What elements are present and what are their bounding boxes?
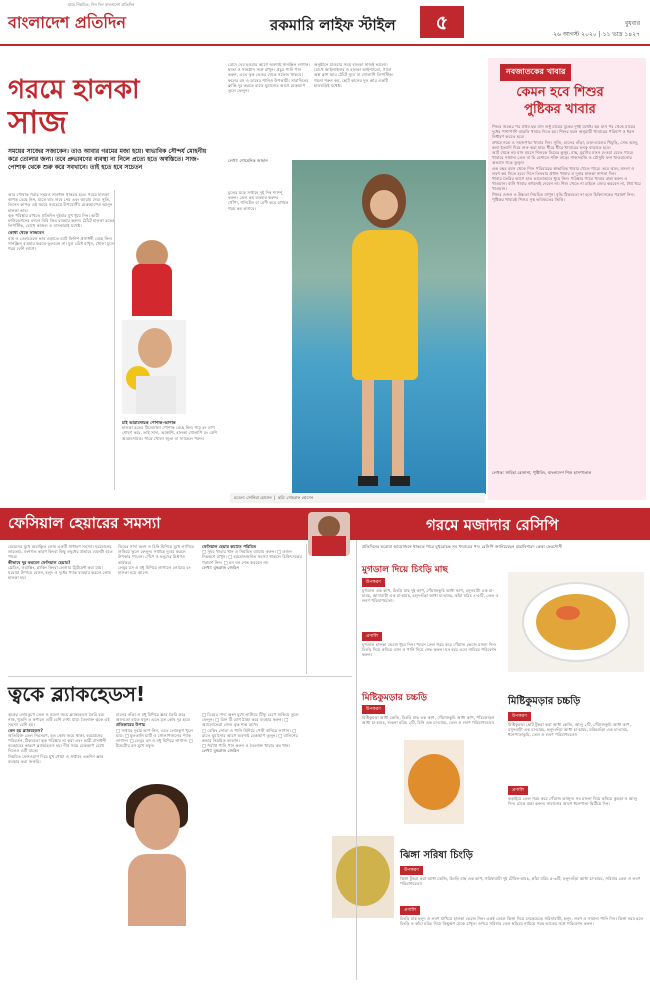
mustard-prawn-photo bbox=[332, 836, 394, 918]
lead-title-line1: গরমে হালকা bbox=[8, 75, 140, 105]
recipe2-ingredients-chip: উপকরণ bbox=[362, 705, 385, 714]
recipe1-method: মুগডাল হালকা ভেজে ধুয়ে নিন। প্যানে তেল গরম করে পেঁয়াজ ভেজে মসলা দিন। চিংড়ি দিয়ে কষিয়ে ডাল ও পানি দিয়ে সেদ্ধ করুন। ঘন হয়ে এলে নামিয়ে পরিবেশন করুন। bbox=[362, 642, 497, 658]
recipe-intro: প্রতিদিনের ঘরোয়া আয়োজনে থাকতে পারে মুখরোচক সব খাবারের পদ। রেসিপি জানিয়েছেন রান্নাবিশারদ কেকা ফেরদৌসী bbox=[362, 544, 563, 549]
model-photo-red bbox=[122, 236, 182, 316]
recipe1-method-chip: প্রণালি bbox=[362, 632, 382, 641]
baby-food-title-line1: কেমন হবে শিশুর bbox=[516, 85, 604, 100]
divider-vertical-recipes bbox=[356, 540, 357, 980]
baby-food-tag: নবজাতকের খাবার bbox=[500, 64, 571, 81]
lead-writer-text: লেখা: শোমেনিক জাহান bbox=[228, 158, 268, 163]
baby-food-body: শিশুর জন্মের পর প্রথম ছয় মাস শুধু মায়ের বুকের দুধই যথেষ্ট। ছয় মাস পর থেকে মায়ের দুধের পাশাপাশি বাড়তি খাবার দিতে হয়। শিশুর বয়স অনুযায়ী খাবারের পরিমাণ ও ধরন নির্ধারণ করতে হবে। প্রথমে নরম ও সহজপাচ্য খাবার দিন। সুজি, চালের গুঁড়া, ডাল-চালের খিচুড়ি, সেদ্ধ আলু, কলা ইত্যাদি দিয়ে শুরু করা যায়। ধীরে ধীরে খাবারের ঘনত্ব বাড়াতে হবে। আট থেকে নয় মাস বয়সে শিশুকে ডিমের কুসুম, মাছ, মুরগির মাংস দেওয়া যেতে পারে। খাবারে সামান্য তেল বা ঘি মেশালে শক্তি বাড়ে। শাকসবজি ও মৌসুমি ফল খাওয়ানোর অভ্যাস গড়ে তুলুন। এক বছর বয়স থেকে শিশু পরিবারের স্বাভাবিক খাবার খেতে পারে। তবে ঝাল, মসলা ও লবণ কম দিতে হবে। দিনে তিনবার প্রধান খাবার ও দুবার হালকা নাশতা দিন। খাবার তৈরির আগে হাত ভালোভাবে ধুয়ে নিন। পরিষ্কার পাত্রে খাবার রান্না করুন ও খাওয়ান। বাসি খাবার কখনোই দেবেন না। শিশু খেতে না চাইলে জোর করবেন না, ধৈর্য ধরে খাওয়ান। শিশুর ওজন ও উচ্চতা নিয়মিত মাপুন। বৃদ্ধি ঠিকমতো না হলে চিকিৎসকের পরামর্শ নিন। পুষ্টিকর খাবারই শিশুর সুস্থ ভবিষ্যতের ভিত্তি। bbox=[492, 124, 641, 202]
facial-writer: লেখা: বুদ্ধরাজ জেরিন bbox=[202, 564, 239, 570]
prawn-dal-photo bbox=[508, 572, 644, 672]
divider-horizontal-blackheads bbox=[8, 676, 352, 677]
recipe1-ingredients: মুগডাল এক কাপ, চিংড়ি মাছ দুই কাপ, পেঁয়াজকুচি আধা কাপ, রসুনবাটা এক চা-চামচ, আদাবাটা এক চা-চামচ, হলুদগুঁড়া আধা চা-চামচ, কাঁচা মরিচ ৪-৫টি, তেল ও লবণ পরিমাণমতো। bbox=[362, 588, 499, 604]
recipe2-ingredients: মিষ্টিকুমড়া আধা কেজি, চিংড়ি মাছ এক কাপ, পেঁয়াজকুচি আধা কাপ, পাঁচফোড়ন আধা চা-চামচ, শুকনা মরিচ ২টি, চিনি এক চা-চামচ, তেল ও লবণ পরিমাণমতো। bbox=[362, 715, 495, 726]
divider-vertical-mid bbox=[306, 544, 307, 674]
lead-subhead-2: চাই আরামদায়ক পোশাক-আশাক bbox=[122, 420, 176, 425]
facial-body-col3: ফেসিয়াল হেয়ার কমাতে পরিমিত □ সুষম খাবার খান ও নিয়মিত ব্যায়াম করুন। □ ওজন নিয়ন্ত্রণে রাখুন। □ হরমোনজনিত সমস্যা থাকলে চিকিৎসকের পরামর্শ নিন। □ ঘন ঘন শেভ করবেন না। লেখা: বুদ্ধরাজ জেরিন bbox=[202, 544, 302, 570]
recipe-strip bbox=[356, 508, 650, 540]
logo-text: বাংলাদেশ প্রতিদিন bbox=[8, 13, 126, 32]
baby-food-writer: লেখক: সাবিহা রেজানা, পুষ্টিবিদ, বাংলাদেশ শিশু হাসপাতাল bbox=[492, 470, 592, 475]
blackheads-writer: লেখা: বুদ্ধরাজ জেরিন bbox=[202, 748, 239, 754]
facial-title: ফেসিয়াল হেয়ারের সমস্যা bbox=[8, 514, 161, 532]
blackheads-body-col1: ত্বকের লোমকূপে তেল ও ময়লা জমে ব্ল্যাকহেডস তৈরি হয়। নাক, থুতনি ও কপালে এটি বেশি দেখা যায়। তৈলাক্ত ত্বকে এই সমস্যা বেশি হয়। কেন হয় ব্ল্যাকহেডস? অতিরিক্ত তেল নিঃসরণ, মৃত কোষ জমে থাকা, হরমোনের পরিবর্তন, ঠিকমতো ত্বক পরিষ্কার না করা এবং ভারী প্রসাধনী ব্যবহারের কারণে ব্ল্যাকহেডস হয়। দীর্ঘ সময় মেকআপ রেখে দিলেও এটি বাড়ে। নিয়মিত ফেসওয়াশ দিয়ে মুখ ধোয়া ও সপ্তাহে একদিন স্ক্রাব ব্যবহার করা জরুরি। bbox=[8, 712, 112, 976]
lead-body-col1: আর পোষাক পরার সময়ও সাবধান থাকতে হবে। গরমে হালকা কাপড় বেছে নিন, যাতে ঘাম শুষে নেয় এবং আরাম দেয়। সুতি, লিনেন কাপড় এই সময়ে সবচেয়ে উপযোগী। মেকআপেও আনুন হালকা ভাব। ত্বক পরিষ্কার রাখতে প্রতিদিন দুইবার মুখ ধুয়ে নিন। ভারী ফাউন্ডেশনের বদলে বিবি ক্রিম ব্যবহার করুন। ঠোঁটে হালকা রঙের লিপস্টিক, চোখে কাজল ও মাসকারাই যথেষ্ট। কোথা থেকে সাজবেন ঘাম ও তেলতেলে ভাব এড়াতে ম্যাট ফিনিশ প্রসাধনী বেছে নিন। সানস্ক্রিন ব্যবহার করতে ভুলবেন না। চুল বেঁধে রাখুন, খোলা চুলে গরম বেশি লাগে। bbox=[8, 192, 115, 252]
recipe-strip-title: গরমে মজাদার রেসিপি bbox=[426, 516, 559, 534]
blackheads-subhead-1: কেন হয় ব্ল্যাকহেডস? bbox=[8, 727, 43, 733]
recipe-title-3: মিষ্টিকুমড়ার চচ্চড়ি bbox=[508, 696, 581, 707]
recipe4-method-chip: প্রণালি bbox=[400, 906, 420, 915]
masthead bbox=[0, 0, 650, 46]
lead-subhead-1: কোথা থেকে সাজবেন bbox=[8, 230, 44, 236]
blackheads-subhead-2: প্রতিকারের উপায় bbox=[116, 722, 146, 728]
lead-body-col3: রোদে বের হওয়ার আগে অবশ্যই সানস্ক্রিন লাগান। ছাতা ও সানগ্লাস সঙ্গে রাখুন। প্রচুর পানি পান করুন, এতে ত্বক ভেতর থেকে সতেজ থাকবে। ফলের রস ও ডাবের পানিও উপকারী। সারাদিনের ক্লান্তি দূর করতে রাতে ঘুমানোর আগে মেকআপ তুলে ফেলুন। bbox=[228, 62, 310, 94]
chef-avatar bbox=[308, 512, 350, 556]
lead-caption: মডেল: সোনিয়া হোসেন | ছবি: সোহরাফ হোসেন bbox=[230, 493, 485, 503]
logo-tagline: মাহে নিয়মিত, দিন দিন বাংলাদেশ প্রতিদিন bbox=[68, 2, 135, 7]
lead-title bbox=[8, 74, 140, 141]
facial-subhead-1: কীভাবে দূর করবেন ফেসিয়াল হেয়ার? bbox=[8, 559, 71, 565]
lead-caption-model: মডেল: সোনিয়া হোসেন bbox=[234, 495, 272, 500]
baby-food-title-line2: পুষ্টিকর খাবার bbox=[524, 102, 596, 117]
facial-body-col2: ডিমের সাদা অংশ ও চিনি মিশিয়ে মুখে লাগিয়ে শুকিয়ে তুলে ফেলুন। সপ্তাহে দুবার করলে উপকার পাবেন। পেঁপে ও হলুদের মিশ্রণও কার্যকর। লেবুর রস ও মধু মিশিয়ে লাগালে লোমের রং হালকা হয়ে আসে। bbox=[118, 544, 194, 576]
recipe3-method-chip: প্রণালি bbox=[508, 786, 528, 795]
facial-body-col1: মেয়েদের মুখে অবাঞ্ছিত লোম একটি সাধারণ সমস্যা। হরমোনের তারতম্য, বংশগত কারণ কিংবা কিছু ওষুধের প্রভাবে এমনটা হতে পারে। কীভাবে দূর করবেন ফেসিয়াল হেয়ার? থ্রেডিং, ওয়াক্সিং, প্লাকিং কিংবা লেজার ট্রিটমেন্ট করা যায়। ঘরোয়া উপায়ে বেসন, হলুদ ও দুধের প্যাক ব্যবহার করলে লোম হালকা হয়। bbox=[8, 544, 113, 581]
lead-intro: সময়ের সাজের সজাকেন। তাও আবার গরমের মজা হয়ে। স্বাভাবিক সৌন্দর্য মোহনীয় করে তোলার জন্য। তবে প্রুভাবণের ব্যবস্থা না নিলে প্রত্যে হতে অস্বস্তিতে। সাজ-পোশাক থেকে শুরু করে সবখানে। তাই হতে হবে সচেতন bbox=[8, 148, 207, 171]
lead-body-col5: অনুষ্ঠানে যাওয়ার সময় হালকা সাজই ভালো। চোখে আইলাইনার ও হালকা আইশ্যাডো, গালে অল্প ব্লাশ আর ঠোঁটে ন্যুড বা গোলাপি লিপস্টিক। গয়না পরুন কম, ছোট কানের দুল আর একটি হাতঘড়িই যথেষ্ট। bbox=[314, 62, 394, 88]
newspaper-logo bbox=[8, 2, 135, 37]
blackheads-body-col3: □ ডিমের সাদা অংশ মুখে লাগিয়ে টিস্যু চেপে শুকিয়ে তুলে ফেলুন। □ গ্রিন টি ব্যাগ ঠান্ডা করে ব্যবহার করুন। □ অ্যালোভেরা জেল ত্বক শান্ত রাখে। □ বেকিং সোডা ও পানি মিশিয়ে পেস্ট বানিয়ে লাগান। □ রাতে ঘুমানোর আগে অবশ্যই মেকআপ তুলুন। □ বালিশের কভার নিয়মিত বদলান। □ পর্যাপ্ত পানি পান করুন ও তৈলাক্ত খাবার কম খান। লেখা: বুদ্ধরাজ জেরিন bbox=[202, 712, 302, 976]
recipe1-ingredients-chip: উপকরণ bbox=[362, 578, 385, 587]
pumpkin-photo bbox=[404, 740, 464, 824]
recipe4-ingredients-chip: উপকরণ bbox=[400, 866, 423, 875]
blackheads-body-col2: চালের গুঁড়া ও মধু মিশিয়ে স্ক্রাব তৈরি করে আলতো হাতে ঘষুন। এতে মৃত কোষ দূর হবে। প্রতিকারের উপায় □ সপ্তাহে দুবার ভাপ নিন, এতে লোমকূপ খুলে যায়। □ মুলতানি মাটি ও গোলাপজলের প্যাক লাগান। □ লেবুর রস ও মধু মিশিয়ে লাগান। □ টমেটোর রস মুখে ঘষুন। bbox=[116, 712, 198, 976]
model-photo-pool bbox=[292, 160, 486, 494]
dateline bbox=[553, 18, 640, 40]
lead-body-col4: চুলের যত্নে সপ্তাহে দুই দিন শ্যাম্পু করুন। তেল কম ব্যবহার করুন। খোঁপা, পনিটেল বা বেণী করে রাখলে গরম কম লাগবে। bbox=[228, 190, 289, 211]
recipe-title-2: মিষ্টিকুমড়ার চচ্চড়ি bbox=[362, 693, 428, 703]
recipe3-ingredients: মিষ্টিকুমড়া ছোট টুকরা করা আধা কেজি, আলু ২টি, পেঁয়াজকুচি আধা কাপ, রসুনবাটা এক চা-চামচ, হলুদগুঁড়া আধা চা-চামচ, মরিচগুঁড়া এক চা-চামচ, ধনেপাতাকুচি, তেল ও লবণ পরিমাণমতো। bbox=[508, 722, 631, 738]
recipe3-method: কড়াইয়ে তেল গরম করে পেঁয়াজ ভাজুন। সব মসলা দিয়ে কষিয়ে কুমড়া ও আলু দিন। ঢেকে রান্না করুন। নামানোর আগে ধনেপাতা ছিটিয়ে দিন। bbox=[508, 796, 637, 807]
dateline-day: বুধবার bbox=[624, 20, 640, 27]
lead-body-col2: চাই আরামদায়ক পোশাক-আশাক হালকা রঙের ঢিলেঢালা পোশাক বেছে নিন। গাঢ় রং তাপ শোষণ করে, তাই সাদা, আকাশি, হালকা গোলাপি রং বেশি আরামদায়ক। পায়ে খোলা জুতা বা স্যান্ডেল পরুন। bbox=[122, 420, 222, 490]
blackheads-model-photo bbox=[116, 780, 198, 926]
divider-vertical-left bbox=[114, 190, 115, 490]
recipe4-ingredients: ঝিঙ্গা টুকরা করা আধা কেজি, চিংড়ি মাছ এক কাপ, সরিষাবাটা দুই টেবিল-চামচ, কাঁচা মরিচ ৫-৬টি, হলুদগুঁড়া আধা চা-চামচ, সরিষার তেল ও লবণ পরিমাণমতো। bbox=[400, 876, 641, 887]
recipe4-method: চিংড়ি মাছ হলুদ ও লবণ মাখিয়ে হালকা ভেজে নিন। একই তেলে ঝিঙ্গা দিয়ে নেড়েচেড়ে সরিষাবাটা, হলুদ, লবণ ও সামান্য পানি দিন। ঝিঙ্গা নরম হলে চিংড়ি ও কাঁচা মরিচ দিয়ে কিছুক্ষণ ঢেকে রাখুন। ওপরে সরিষার তেল ছড়িয়ে নামিয়ে গরম ভাতের সঙ্গে পরিবেশন করুন। bbox=[400, 916, 644, 927]
recipe-title-4: ঝিঙ্গা সরিষা চিংড়ি bbox=[400, 850, 473, 861]
recipe3-ingredients-chip: উপকরণ bbox=[508, 712, 531, 721]
lead-caption-photo: ছবি: সোহরাফ হোসেন bbox=[278, 495, 314, 500]
baby-food-title bbox=[480, 84, 640, 118]
model-photo-flower bbox=[122, 320, 186, 414]
facial-subhead-2: ফেসিয়াল হেয়ার কমাতে পরিমিত bbox=[202, 544, 257, 549]
blackheads-title: ত্বকে ব্ল্যাকহেডস! bbox=[8, 682, 146, 706]
dateline-date: ২৬ আগস্ট ২০২০ | ১১ ভাদ্র ১৪২৭ bbox=[553, 31, 640, 38]
section-title: রকমারি লাইফ স্টাইল bbox=[270, 16, 396, 34]
recipe-title-1: মুগডাল দিয়ে চিংড়ি মাছ bbox=[362, 565, 448, 575]
lead-title-line2: সাজ bbox=[8, 103, 68, 141]
page-number: ৫ bbox=[420, 6, 464, 38]
